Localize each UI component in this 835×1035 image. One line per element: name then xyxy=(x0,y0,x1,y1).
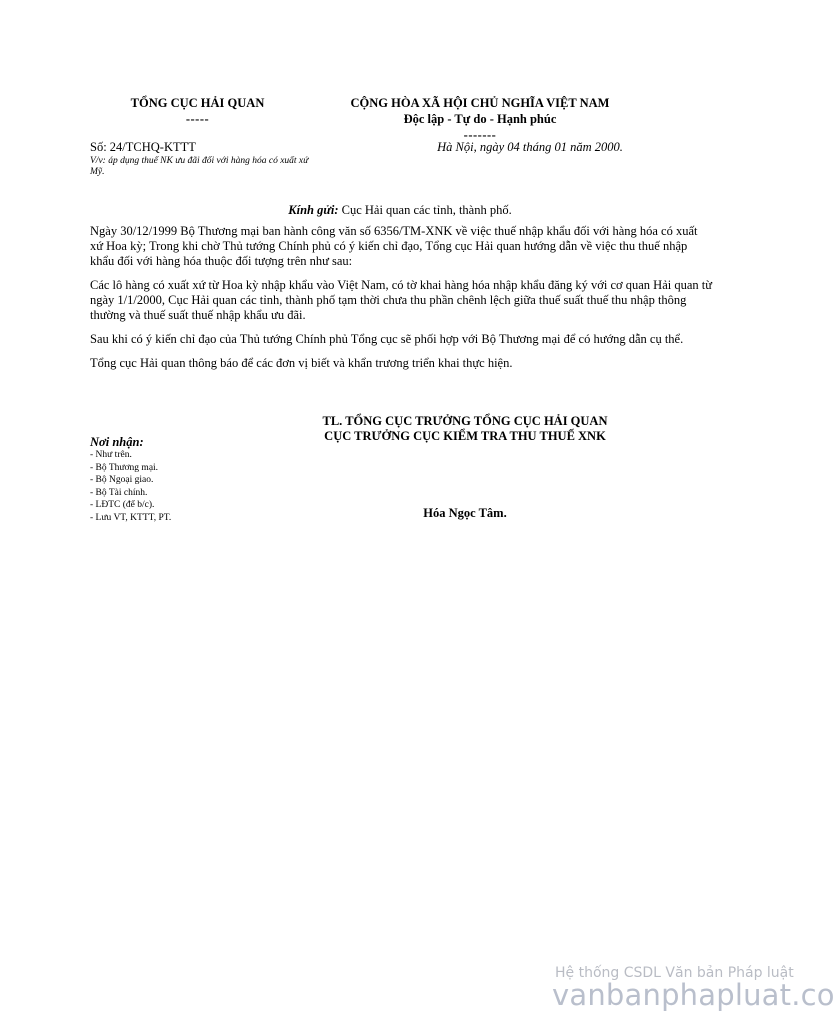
recipient-item: - Như trên. xyxy=(90,450,132,460)
body-paragraph: Tổng cục Hải quan thông báo để các đơn vị biết và khẩn trương triển khai thực hiện. xyxy=(90,356,513,370)
greeting-line xyxy=(90,203,710,218)
signature-title-block xyxy=(290,414,640,444)
national-motto: Độc lập - Tự do - Hạnh phúc xyxy=(403,112,557,126)
signature-title-line: TL. TỔNG CỤC TRƯỞNG TỔNG CỤC HẢI QUAN xyxy=(322,414,608,428)
document-number: Số: 24/TCHQ-KTTT xyxy=(90,140,196,154)
watermark-caption: Hệ thống CSDL Văn bản Pháp luật xyxy=(555,965,794,981)
greeting-recipient: Cục Hải quan các tỉnh, thành phố. xyxy=(338,203,512,217)
recipient-item: - Bộ Thương mại. xyxy=(90,462,159,473)
body-paragraph: Sau khi có ý kiến chỉ đạo của Thủ tướng Chính phủ Tổng cục sẽ phối hợp với Bộ Thương mại để có hướng dẫn cụ thể. xyxy=(90,332,684,346)
recipients-block xyxy=(90,435,290,524)
national-title-block xyxy=(320,95,640,143)
recipients-label: Nơi nhận: xyxy=(90,435,144,449)
issuing-agency: TỔNG CỤC HẢI QUAN xyxy=(130,96,265,110)
signer-name: Hóa Ngọc Tâm. xyxy=(423,506,507,520)
body-paragraph: Các lô hàng có xuất xứ từ Hoa kỳ nhập khẩu vào Việt Nam, có tờ khai hàng hóa nhập khẩu đăng ký với cơ quan Hải quan từ ngày 1/1/2000, Cục Hải quan các tỉnh, thành phố tạm thời chưa thu phần chênh lệch giữa thuế suất thuế thu nhập thông thường và thuế suất thuế nhập khẩu ưu đãi. xyxy=(90,278,713,322)
document-subject: V/v: áp dụng thuế NK ưu đãi đối với hàng hóa có xuất xứ Mỹ. xyxy=(90,156,309,177)
body-paragraph: Ngày 30/12/1999 Bộ Thương mại ban hành công văn số 6356/TM-XNK về việc thuế nhập khẩu đối với hàng hóa có xuất xứ Hoa kỳ; Trong khi chờ Thủ tướng Chính phủ có ý kiến chỉ đạo, Tổng cục Hải quan hướng dẫn về việc thu thuế nhập khẩu đối với hàng hóa thuộc đối tượng trên như sau: xyxy=(90,224,698,268)
recipient-item: - Lưu VT, KTTT, PT. xyxy=(90,512,172,523)
greeting-label: Kính gửi: xyxy=(288,203,339,217)
document-body xyxy=(90,224,712,380)
national-title: CỘNG HÒA XÃ HỘI CHỦ NGHĨA VIỆT NAM xyxy=(350,96,610,110)
watermark-site: vanbanphapluat.co xyxy=(552,978,835,1012)
recipients-list xyxy=(90,449,290,524)
recipient-item: - Bộ Tài chính. xyxy=(90,487,148,498)
agency-divider: ----- xyxy=(185,112,210,126)
signature-title-line: CỤC TRƯỞNG CỤC KIỂM TRA THU THUẾ XNK xyxy=(324,429,606,443)
document-date: Hà Nội, ngày 04 tháng 01 năm 2000. xyxy=(437,140,623,154)
motto-divider: ------- xyxy=(463,128,497,142)
recipient-item: - Bộ Ngoại giao. xyxy=(90,475,154,485)
recipient-item: - LĐTC (để b/c). xyxy=(90,500,155,510)
issuing-agency-block xyxy=(90,95,305,127)
